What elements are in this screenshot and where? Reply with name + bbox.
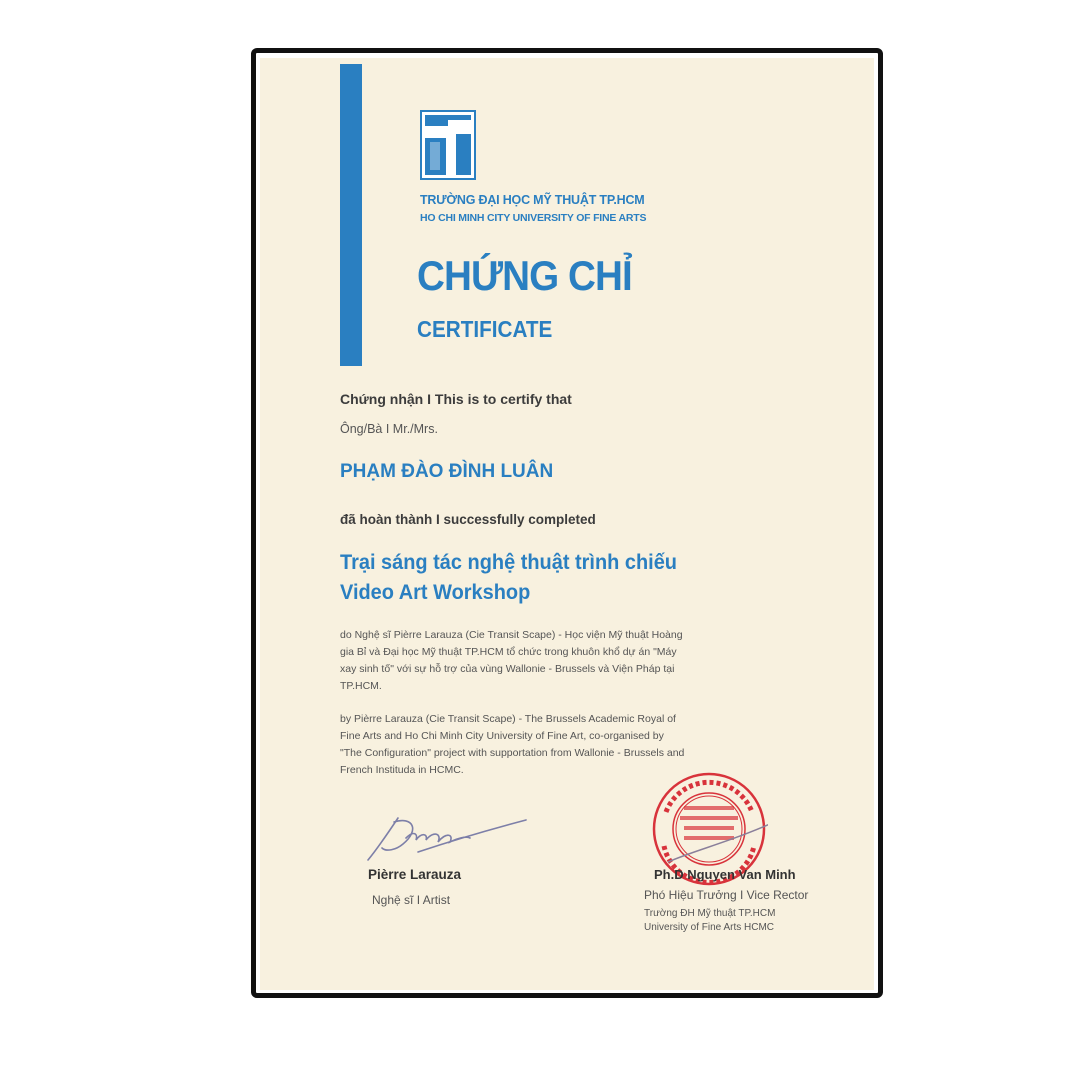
description-en: by Pièrre Larauza (Cie Transit Scape) - The Brussels Academic Royal of Fine Arts and Ho Chi Minh City University of Fine Art, co-organised by "The Configuration" project with supportation from Wallonie - Brussels and French Instituda in HCMC. [340, 713, 685, 776]
certify-line: Chứng nhận I This is to certify that [340, 391, 572, 407]
rector-affiliation-en: University of Fine Arts HCMC [644, 922, 775, 933]
rector-name: Ph.D Nguyen Van Minh [654, 867, 796, 882]
workshop-title-en: Video Art Workshop [340, 581, 531, 604]
rector-role: Phó Hiệu Trưởng I Vice Rector [644, 888, 809, 902]
salutation: Ông/Bà I Mr./Mrs. [340, 422, 438, 436]
recipient-name: PHẠM ĐÀO ĐÌNH LUÂN [340, 461, 554, 482]
workshop-title-vn: Trại sáng tác nghệ thuật trình chiếu [340, 551, 677, 574]
certificate-title-en: CERTIFICATE [417, 316, 553, 342]
description-vn: do Nghệ sĩ Pièrre Larauza (Cie Transit Scape) - Học viện Mỹ thuật Hoàng gia Bỉ và Đại học Mỹ thuật TP.HCM tổ chức trong khuôn khổ dự án "Máy xay sinh tố" với sự hỗ trợ của vùng Wallonie - Brussels và Viện Pháp tại TP.HCM. [340, 629, 683, 692]
university-logo-icon [420, 110, 476, 180]
university-name-en: HO CHI MINH CITY UNIVERSITY OF FINE ARTS [420, 212, 647, 224]
artist-name: Pièrre Larauza [368, 867, 462, 882]
completed-line: đã hoàn thành I successfully completed [340, 512, 596, 527]
rector-affiliation-vn: Trường ĐH Mỹ thuật TP.HCM [644, 908, 776, 919]
artist-role: Nghệ sĩ I Artist [372, 893, 451, 907]
artist-signature-icon [358, 808, 528, 868]
accent-bar [340, 64, 362, 366]
certificate-title-vn: CHỨNG CHỈ [417, 252, 632, 299]
university-name-vn: TRƯỜNG ĐẠI HỌC MỸ THUẬT TP.HCM [420, 193, 645, 207]
